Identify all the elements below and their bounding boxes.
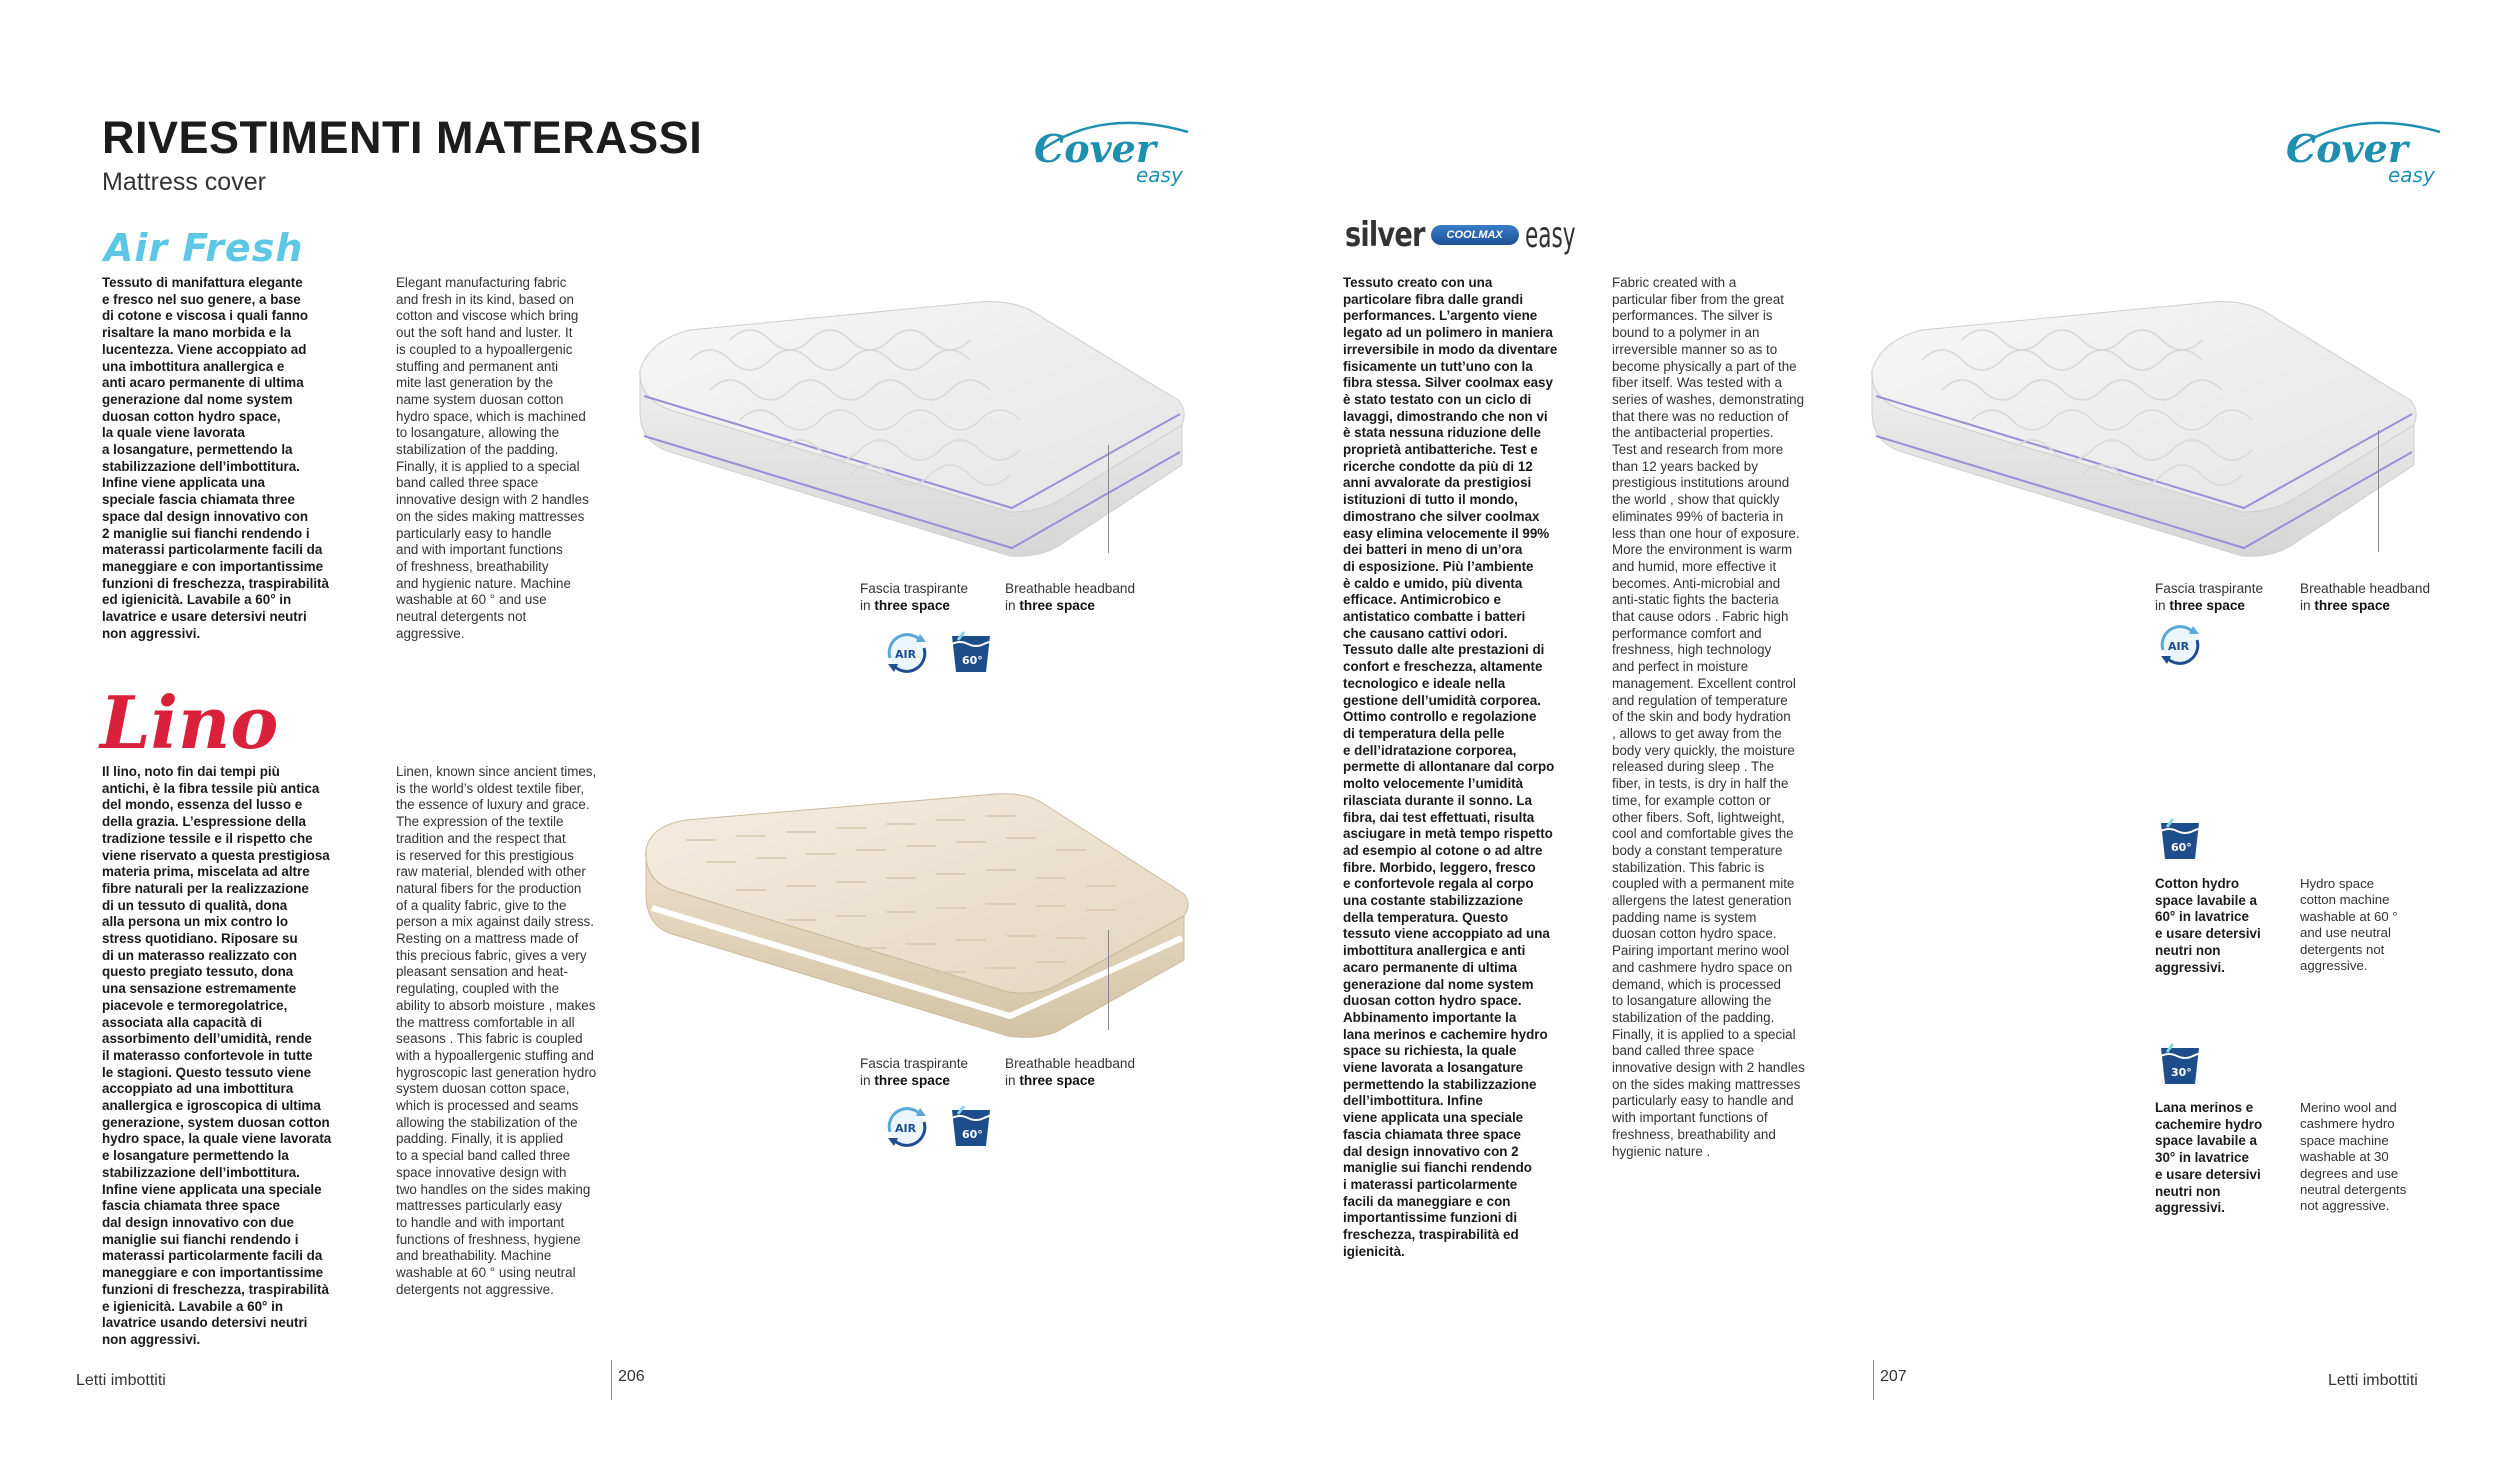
silver-mattress-image <box>1862 300 2422 560</box>
wash-60-icon <box>946 628 996 678</box>
merinos-text-en: Merino wool and cashmere hydro space machine washable at 30 degrees and use neutral detergents not aggressive. <box>2300 1100 2407 1214</box>
wash-30-icon <box>2155 1040 2205 1090</box>
lino-brand: Lino <box>100 680 279 765</box>
lino-label-it: Fascia traspirante in three space <box>860 1056 969 1088</box>
wash-60-icon <box>2155 815 2205 865</box>
air-fresh-brand: Air Fresh <box>104 226 304 270</box>
cotton-hydro-text-it: Cotton hydro space lavabile a 60° in lavatrice e usare detersivi neutri non aggressivi. <box>2155 876 2261 975</box>
wash-60-icon <box>946 1102 996 1152</box>
air-icon <box>2155 620 2205 670</box>
silver-label-en: Breathable headband in three space <box>2300 581 2431 613</box>
lino-text-it: Il lino, noto fin dai tempi più antichi, è la fibra tessile più antica del mondo, essenza del lusso e della grazia. L’espressione della tradizione tessile e il rispetto che viene riservato a questa prestigiosa materia prima, miscelata ad altre fibre naturali per la realizzazione di un tessuto di qualità, dona alla persona un mix contro lo stress quotidiano. Riposare su di un materasso realizzato con questo pregiato tessuto, dona una sensazione estremamente piacevole e termoregolatrice, associata alla capacità di assorbimento dell’umidità, rende il materasso confortevole in tutte le stagioni. Questo tessuto viene accoppiato ad una imbottitura anallergica e igroscopica di ultima generazione, system duosan cotton hydro space, la quale viene lavorata e losangature permettendo la stabilizzazione dell’imbottitura. Infine viene applicata una speciale fascia chiamata three space dal design innovativo con due maniglie sui fianchi rendendo i materassi particolarmente facili da maneggiare e con importantissime funzioni di freschezza, traspirabilità e igienicità. Lavabile a 60° in lavatrice usando detersivi neutri non aggressivi. <box>102 764 332 1347</box>
page-number-right: 207 <box>1880 1368 1907 1385</box>
air-fresh-text-en: Elegant manufacturing fabric and fresh in its kind, based on cotton and viscose which bring out the soft hand and luster. It is coupled to a hypoallergenic stuffing and permanent anti mite last generation by the name system duosan cotton hydro space, which is machined to losangature, allowing the stabilization of the padding. Finally, it is applied to a special band called three space innovative design with 2 handles on the sides making mattresses particularly easy to handle and with important functions of freshness, breathability and hygienic nature. Machine washable at 60 ° and use neutral detergents not aggressive. <box>396 275 589 641</box>
air-icon-label: AIR <box>2168 640 2190 653</box>
footer-section-right: Letti imbottiti <box>2328 1372 2418 1389</box>
silver-logo-word: silver <box>1345 215 1425 255</box>
pointer-line <box>1108 930 1109 1030</box>
lino-label-en: Breathable headband in three space <box>1005 1056 1136 1088</box>
footer-divider <box>1873 1360 1874 1400</box>
silver-coolmax-easy-logo <box>1345 210 1609 260</box>
silver-label-it: Fascia traspirante in three space <box>2155 581 2264 613</box>
page-subtitle: Mattress cover <box>102 168 266 196</box>
cover-logo-main: Cover <box>1034 126 1156 171</box>
air-icon <box>882 1102 932 1152</box>
air-icon <box>882 628 932 678</box>
air-icon-label: AIR <box>895 1122 917 1135</box>
page-number-left: 206 <box>618 1368 645 1385</box>
merinos-text-it: Lana merinos e cachemire hydro space lavabile a 30° in lavatrice e usare detersivi neutri non aggressivi. <box>2155 1100 2263 1216</box>
air-icon-label: AIR <box>895 648 917 661</box>
lino-mattress-image <box>636 790 1196 1040</box>
wash-60-label: 60° <box>2171 841 2192 854</box>
wash-60-label: 60° <box>962 1128 983 1141</box>
cover-easy-logo <box>2280 112 2450 192</box>
page-title: RIVESTIMENTI MATERASSI <box>102 112 703 163</box>
easy-logo-word: easy <box>1524 214 1576 256</box>
cover-logo-main: Cover <box>2286 126 2408 171</box>
air-fresh-text-it: Tessuto di manifattura elegante e fresco nel suo genere, a base di cotone e viscosa i quali fanno risaltare la mano morbida e la lucentezza. Viene accoppiato ad una imbottitura anallergica e anti acaro permanente di ultima generazione dal nome system duosan cotton hydro space, la quale viene lavorata a losangature, permettendo la stabilizzazione dell’imbottitura. Infine viene applicata una speciale fascia chiamata three space dal design innovativo con 2 maniglie sui fianchi rendendo i materassi particolarmente facili da maneggiare e con importantissime funzioni di freschezza, traspirabilità ed igienicità. Lavabile a 60° in lavatrice e usare detersivi neutri non aggressivi. <box>102 275 329 641</box>
air-fresh-mattress-image <box>630 300 1190 560</box>
footer-section-left: Letti imbottiti <box>76 1372 166 1389</box>
coolmax-logo-badge: COOLMAX <box>1431 225 1519 245</box>
cover-logo-sub: easy <box>1136 163 1183 187</box>
air-fresh-label-en: Breathable headband in three space <box>1005 581 1136 613</box>
cotton-hydro-text-en: Hydro space cotton machine washable at 60 ° and use neutral detergents not aggressive. <box>2300 876 2398 974</box>
pointer-line <box>2378 430 2379 552</box>
lino-text-en: Linen, known since ancient times, is the world’s oldest textile fiber, the essence of luxury and grace. The expression of the textile tradition and the respect that is reserved for this prestigious raw material, blended with other natural fibers for the production of a quality fabric, give to the person a mix against daily stress. Resting on a mattress made of this precious fabric, gives a very pleasant sensation and heat- regulating, coupled with the ability to absorb moisture , makes the mattress comfortable in all seasons . This fabric is coupled with a hypoallergenic stuffing and hygroscopic last generation hydro system duosan cotton space, which is processed and seams allowing the stabilization of the padding. Finally, it is applied to a special band called three space innovative design with two handles on the sides making mattresses particularly easy to handle and with important functions of freshness, hygiene and breathability. Machine washable at 60 ° using neutral detergents not aggressive. <box>396 764 597 1297</box>
silver-text-it: Tessuto creato con una particolare fibra dalle grandi performances. L’argento viene legato ad un polimero in maniera irreversibile in modo da diventare fisicamente un tutt’uno con la fibra stessa. Silver coolmax easy è stato testato con un ciclo di lavaggi, dimostrando che non vi è stata nessuna riduzione delle proprietà antibatteriche. Test e ricerche condotte da più di 12 anni avvalorate da prestigiosi istituzioni di tutto il mondo, dimostrano che silver coolmax easy elimina velocemente il 99% dei batteri in meno di un’ora di esposizione. Più l’ambiente è caldo e umido, più diventa efficace. Antimicrobico e antistatico combatte i batteri che causano cattivi odori. Tessuto dalle alte prestazioni di confort e freschezza, altamente tecnologico e ideale nella gestione dell’umidità corporea. Ottimo controllo e regolazione di temperatura della pelle e dell’idratazione corporea, permette di allontanare dal corpo molto velocemente l’umidità rilasciata durante il sonno. La fibra, dai test effettuati, risulta asciugare in metà tempo rispetto ad esempio al cotone o ad altre fibre. Morbido, leggero, fresco e confortevole regala al corpo una costante stabilizzazione della temperatura. Questo tessuto viene accoppiato ad una imbottitura anallergica e anti acaro permanente di ultima generazione dal nome system duosan cotton hydro space. Abbinamento importante la lana merinos e cachemire hydro space su richiesta, la quale viene lavorata a losangature permettendo la stabilizzazione dell’imbottitura. Infine viene applicata una speciale fascia chiamata three space dal design innovativo con 2 maniglie sui fianchi rendendo i materassi particolarmente facili da maneggiare e con importantissime funzioni di freschezza, traspirabilità ed igienicità. <box>1343 275 1558 1259</box>
silver-text-en: Fabric created with a particular fiber from the great performances. The silver is bound to a polymer in an irreversible manner so as to become physically a part of the fiber itself. Was tested with a series of washes, demonstrating that there was no reduction of the antibacterial properties. Test and research from more than 12 years backed by prestigious institutions around the world , show that quickly eliminates 99% of bacteria in less than one hour of exposure. More the environment is warm and humid, more effective it becomes. Anti-microbial and anti-static fights the bacteria that cause odors . Fabric high performance comfort and freshness, high technology and perfect in moisture management. Excellent control and regulation of temperature of the skin and body hydration , allows to get away from the body very quickly, the moisture released during sleep . The fiber, in tests, is dry in half the time, for example cotton or other fibers. Soft, lightweight, cool and comfortable gives the body a constant temperature stabilization. This fabric is coupled with a permanent mite allergens the latest generation padding name is system duosan cotton hydro space. Pairing important merino wool and cashmere hydro space on demand, which is processed to losangature allowing the stabilization of the padding. Finally, it is applied to a special band called three space innovative design with 2 handles on the sides making mattresses particularly easy to handle and with important functions of freshness, breathability and hygienic nature . <box>1612 275 1805 1159</box>
cover-easy-logo <box>1028 112 1198 192</box>
air-fresh-label-it: Fascia traspirante in three space <box>860 581 969 613</box>
footer-divider <box>611 1360 612 1400</box>
wash-30-label: 30° <box>2171 1066 2192 1079</box>
pointer-line <box>1108 445 1109 553</box>
wash-60-label: 60° <box>962 654 983 667</box>
cover-logo-sub: easy <box>2388 163 2435 187</box>
